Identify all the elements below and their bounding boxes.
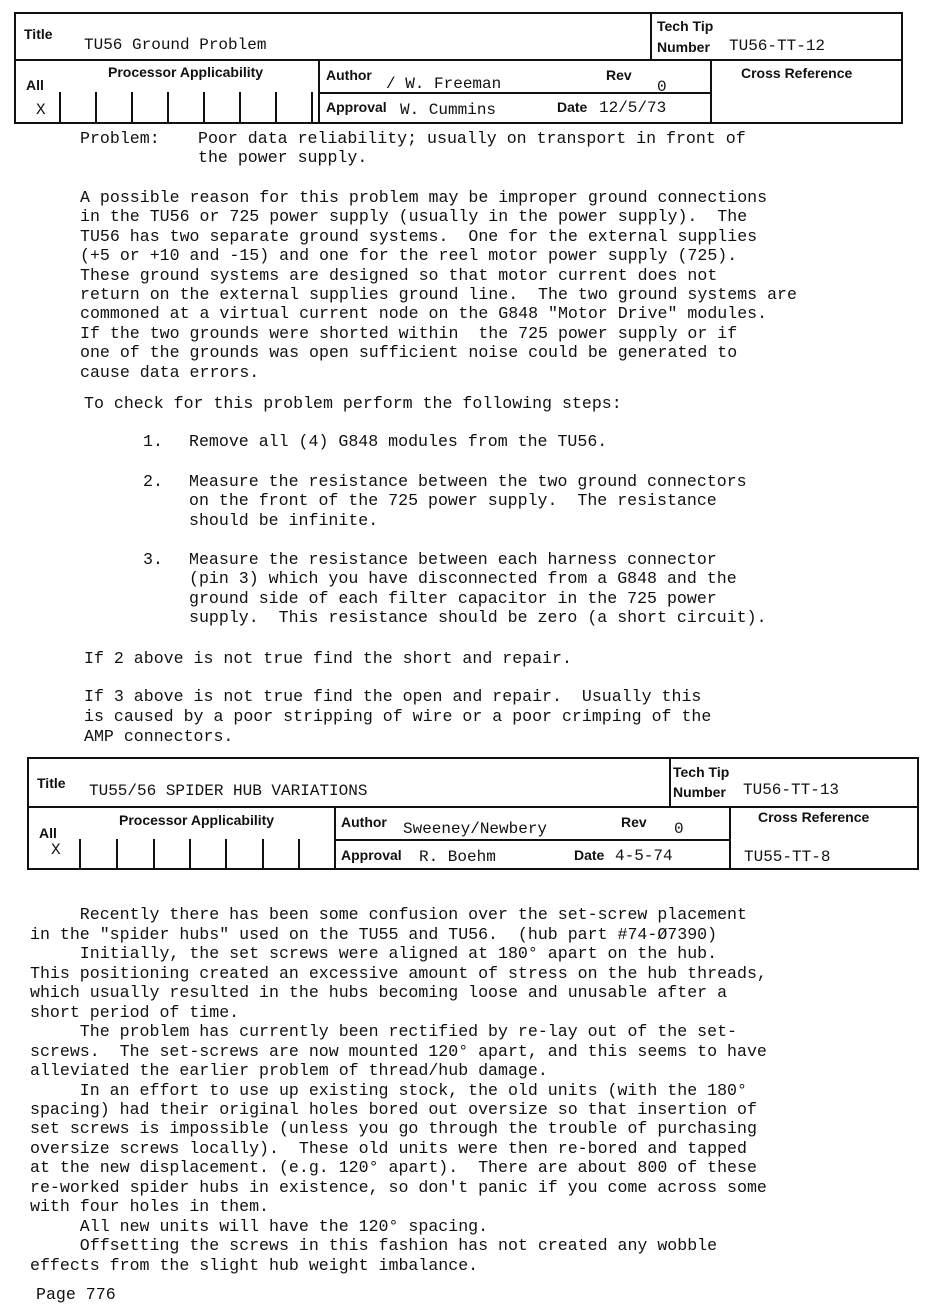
step-text: supply. This resistance should be zero (a short circuit). — [189, 608, 767, 627]
paragraph-line: cause data errors. — [80, 363, 260, 382]
tech-tip-label: Tech Tip — [673, 764, 730, 780]
tech-tip-label: Tech Tip — [657, 18, 714, 34]
all-label: All — [26, 77, 44, 93]
paragraph-line: A possible reason for this problem may be improper ground connections — [80, 188, 768, 207]
approval-label: Approval — [326, 99, 387, 115]
all-value: X — [36, 101, 46, 119]
paragraph-line: screws. The set-screws are now mounted 120° apart, and this seems to have — [30, 1042, 767, 1061]
title-label: Title — [37, 775, 66, 791]
tech-tip-header-1 — [14, 12, 903, 124]
step-number: 2. — [143, 472, 163, 491]
cross-reference-label: Cross Reference — [741, 65, 853, 81]
paragraph-line: effects from the slight hub weight imbalance. — [30, 1256, 479, 1275]
paragraph-line: with four holes in them. — [30, 1197, 269, 1216]
cross-reference-label: Cross Reference — [758, 809, 870, 825]
author-label: Author — [341, 814, 387, 830]
step-text: ground side of each filter capacitor in the 725 power — [189, 589, 717, 608]
tip-number: TU56-TT-12 — [729, 37, 826, 55]
tip-title: TU56 Ground Problem — [84, 36, 267, 54]
number-label: Number — [657, 39, 710, 55]
tip-number: TU56-TT-13 — [743, 781, 840, 799]
number-label: Number — [673, 784, 726, 800]
author-value: Sweeney/Newbery — [403, 820, 548, 838]
paragraph-line: set screws is impossible (unless you go through the trouble of purchasing — [30, 1119, 757, 1138]
paragraph-line: Initially, the set screws were aligned at 180° apart on the hub. — [30, 944, 718, 963]
problem-line: the power supply. — [198, 148, 368, 167]
step-text: Measure the resistance between each harness connector — [189, 550, 717, 569]
step-text: should be infinite. — [189, 511, 379, 530]
tip-title: TU55/56 SPIDER HUB VARIATIONS — [89, 782, 368, 800]
paragraph-line: alleviated the earlier problem of thread/hub damage. — [30, 1061, 548, 1080]
rev-label: Rev — [621, 814, 647, 830]
step-number: 3. — [143, 550, 163, 569]
paragraph-line: short period of time. — [30, 1003, 240, 1022]
paragraph-line: re-worked spider hubs in existence, so don't panic if you come across some — [30, 1178, 767, 1197]
paragraph-line: In an effort to use up existing stock, the old units (with the 180° — [30, 1081, 747, 1100]
check-intro: To check for this problem perform the following steps: — [84, 394, 622, 413]
paragraph-line: All new units will have the 120° spacing. — [30, 1217, 489, 1236]
all-label: All — [39, 825, 57, 841]
paragraph-line: (+5 or +10 and -15) and one for the reel motor power supply (725). — [80, 246, 738, 265]
tech-tip-header-2 — [27, 757, 919, 870]
if-3-line: If 3 above is not true find the open and repair. Usually this — [84, 687, 702, 706]
approval-label: Approval — [341, 847, 402, 863]
step-text: (pin 3) which you have disconnected from a G848 and the — [189, 569, 737, 588]
processor-checkbox-row — [59, 92, 319, 122]
step-text: on the front of the 725 power supply. The resistance — [189, 491, 717, 510]
paragraph-line: This positioning created an excessive amount of stress on the hub threads, — [30, 964, 767, 983]
date-label: Date — [557, 99, 588, 115]
if-3-line: AMP connectors. — [84, 727, 234, 746]
paragraph-line: The problem has currently been rectified by re-lay out of the set- — [30, 1022, 738, 1041]
paragraph-line: If the two grounds were shorted within the 725 power supply or if — [80, 324, 738, 343]
processor-checkbox-row — [79, 839, 339, 868]
rev-value: 0 — [674, 820, 684, 838]
paragraph-line: Offsetting the screws in this fashion has not created any wobble — [30, 1236, 718, 1255]
paragraph-line: in the "spider hubs" used on the TU55 and TU56. (hub part #74-Ø7390) — [30, 925, 718, 944]
page-number: Page 776 — [36, 1285, 116, 1304]
if-2-line: If 2 above is not true find the short and repair. — [84, 649, 572, 668]
paragraph-line: oversize screws locally). These old units were then re-bored and tapped — [30, 1139, 747, 1158]
rev-label: Rev — [606, 67, 632, 83]
rev-value: 0 — [657, 78, 667, 96]
step-text: Remove all (4) G848 modules from the TU56. — [189, 432, 608, 451]
processor-applicability-label: Processor Applicability — [108, 64, 264, 80]
paragraph-line: TU56 has two separate ground systems. One for the external supplies — [80, 227, 758, 246]
date-value: 4-5-74 — [615, 847, 673, 865]
approval-value: W. Cummins — [400, 101, 497, 119]
date-value: 12/5/73 — [599, 99, 667, 117]
paragraph-line: spacing) had their original holes bored out oversize so that insertion of — [30, 1100, 757, 1119]
title-label: Title — [24, 26, 53, 42]
paragraph-line: return on the external supplies ground line. The two ground systems are — [80, 285, 797, 304]
processor-applicability-label: Processor Applicability — [119, 812, 275, 828]
date-label: Date — [574, 847, 605, 863]
paragraph-line: which usually resulted in the hubs becoming loose and unusable after a — [30, 983, 728, 1002]
cross-reference-value: TU55-TT-8 — [744, 848, 831, 866]
paragraph-line: These ground systems are designed so that motor current does not — [80, 266, 718, 285]
all-value: X — [51, 841, 61, 859]
problem-label: Problem: — [80, 129, 160, 148]
author-value: / W. Freeman — [386, 75, 502, 93]
problem-line: Poor data reliability; usually on transport in front of — [198, 129, 746, 148]
paragraph-line: commoned at a virtual current node on the G848 "Motor Drive" modules. — [80, 304, 768, 323]
author-label: Author — [326, 67, 372, 83]
paragraph-line: at the new displacement. (e.g. 120° apart). There are about 800 of these — [30, 1158, 757, 1177]
step-text: Measure the resistance between the two ground connectors — [189, 472, 747, 491]
paragraph-line: one of the grounds was open sufficient noise could be generated to — [80, 343, 738, 362]
if-3-line: is caused by a poor stripping of wire or a poor crimping of the — [84, 707, 712, 726]
paragraph-line: in the TU56 or 725 power supply (usually in the power supply). The — [80, 207, 748, 226]
paragraph-line: Recently there has been some confusion over the set-screw placement — [30, 905, 747, 924]
approval-value: R. Boehm — [419, 848, 496, 866]
step-number: 1. — [143, 432, 163, 451]
